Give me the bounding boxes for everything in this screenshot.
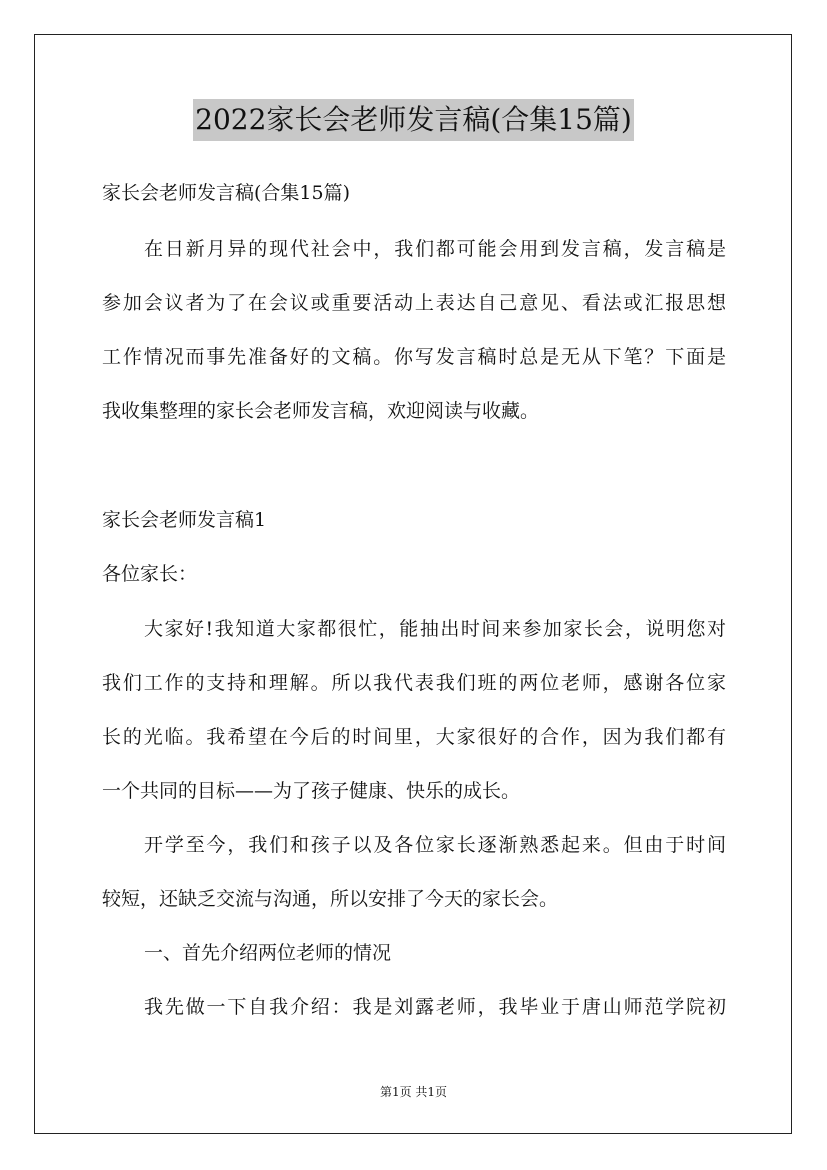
intro-line-3: 工作情况而事先准备好的文稿。你写发言稿时总是无从下笔？下面是 xyxy=(102,346,726,368)
para1-line-2: 我们工作的支持和理解。所以我代表我们班的两位老师，感谢各位家 xyxy=(102,672,726,694)
intro-line-2: 参加会议者为了在会议或重要活动上表达自己意见、看法或汇报思想 xyxy=(102,292,726,314)
subtitle: 家长会老师发言稿(合集15篇) xyxy=(102,182,351,204)
intro-line-1: 在日新月异的现代社会中，我们都可能会用到发言稿，发言稿是 xyxy=(144,238,726,260)
para3-line-1: 我先做一下自我介绍：我是刘露老师，我毕业于唐山师范学院初 xyxy=(144,996,726,1018)
para1-line-1: 大家好!我知道大家都很忙，能抽出时间来参加家长会，说明您对 xyxy=(144,618,726,640)
section-heading: 家长会老师发言稿1 xyxy=(102,509,267,531)
para1-line-3: 长的光临。我希望在今后的时间里，大家很好的合作，因为我们都有 xyxy=(102,726,726,748)
para2-line-1: 开学至今，我们和孩子以及各位家长逐渐熟悉起来。但由于时间 xyxy=(144,834,726,856)
list-item-1: 一、首先介绍两位老师的情况 xyxy=(144,942,392,964)
salutation: 各位家长： xyxy=(102,563,198,585)
intro-line-4: 我收集整理的家长会老师发言稿，欢迎阅读与收藏。 xyxy=(102,400,540,422)
page-footer: 第1页 共1页 xyxy=(379,1085,448,1099)
document-title: 2022家长会老师发言稿(合集15篇) xyxy=(193,99,634,141)
para1-line-4: 一个共同的目标——为了孩子健康、快乐的成长。 xyxy=(102,780,521,802)
para2-line-2: 较短，还缺乏交流与沟通，所以安排了今天的家长会。 xyxy=(102,888,559,910)
title-container xyxy=(0,99,827,141)
